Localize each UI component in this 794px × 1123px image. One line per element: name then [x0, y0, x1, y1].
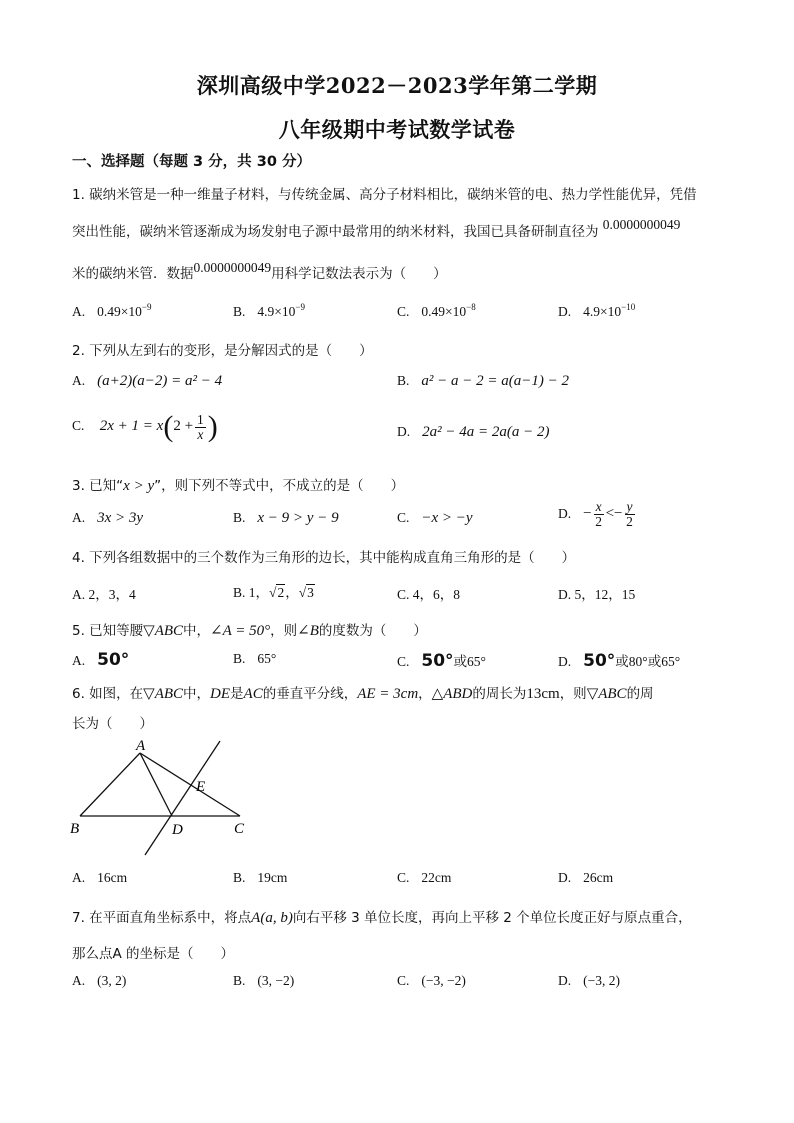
q7-line2: 那么点A 的坐标是（ ）	[72, 946, 235, 962]
paren-open: (	[163, 410, 174, 443]
q6-math: AE = 3cm	[357, 686, 419, 702]
q7-text: 向右平移 3 单位长度，再向上平移 2 个单位长度正好与原点重合，	[292, 910, 692, 926]
q2-option-d[interactable]	[397, 424, 549, 441]
option-label: C.	[397, 654, 410, 669]
q3-option-a[interactable]	[72, 510, 143, 527]
q6-text: 中，	[183, 686, 211, 702]
fraction-numerator: 1	[197, 411, 204, 427]
option-label: C.	[397, 870, 410, 885]
option-label: D.	[397, 424, 411, 439]
q5-text-b: 中，	[183, 623, 211, 639]
q6-option-c[interactable]	[397, 870, 451, 886]
option-value: B. 1，	[233, 585, 270, 600]
q7-line1	[72, 906, 692, 927]
q2-option-a[interactable]	[72, 373, 222, 390]
option-value: (a+2)(a−2) = a² − 4	[97, 373, 223, 389]
q1-line3-text-b: 用科学记数法表示为（ ）	[271, 266, 447, 282]
q6-triangle-figure	[60, 735, 260, 860]
fraction-denominator: 2	[595, 514, 602, 529]
minus-sign: −	[583, 505, 592, 522]
q6-option-b[interactable]	[233, 870, 287, 886]
q4-option-a[interactable]: A. 2，3，4	[72, 587, 136, 602]
fraction-y	[625, 500, 635, 529]
q1-line3-number: 0.0000000049	[193, 260, 272, 275]
option-label: D.	[558, 870, 572, 885]
option-value: 3x > 3y	[97, 510, 144, 526]
q6-math: AC	[243, 686, 263, 702]
label-a: A	[136, 738, 146, 754]
q3-stem-math: x > y	[123, 478, 155, 494]
q3-option-c[interactable]	[397, 510, 473, 527]
sqrt-3: √3	[298, 585, 314, 600]
radicand: 3	[307, 585, 314, 600]
q6-text: ，	[418, 686, 432, 702]
fraction-numerator: y	[626, 499, 633, 514]
option-value: 4.9×10	[257, 304, 296, 319]
option-label: C.	[397, 973, 410, 988]
q2-option-b[interactable]	[397, 373, 569, 390]
q4-option-d[interactable]: D. 5，12，15	[558, 587, 636, 602]
option-exponent: −10	[621, 302, 636, 312]
q1-line3	[72, 262, 447, 282]
q5-text-c: ，则	[270, 623, 298, 639]
q6-option-a[interactable]	[72, 870, 127, 886]
q7-option-d[interactable]	[558, 973, 620, 989]
q6-text: 的垂直平分线，	[262, 686, 358, 702]
q6-line1	[72, 682, 654, 703]
segment-ac	[140, 753, 240, 816]
q4-option-b[interactable]: B. 1，√2，√3	[233, 585, 314, 600]
option-value: 50°	[421, 651, 454, 671]
option-label: A.	[72, 304, 86, 319]
fraction-denominator: 2	[626, 514, 633, 529]
q4-stem: 4. 下列各组数据中的三个数作为三角形的边长，其中能构成直角三角形的是（ ）	[72, 550, 576, 566]
fraction-denominator: x	[197, 426, 204, 442]
q6-text: 的周	[626, 686, 654, 702]
exam-title-line1: 深圳高级中学2022－2023学年第二学期	[196, 73, 598, 98]
option-label: A.	[72, 373, 86, 388]
fraction	[195, 413, 206, 442]
option-exponent: −8	[466, 302, 476, 312]
q6-math: ▽ABC	[586, 686, 627, 702]
option-value: 16cm	[97, 870, 128, 885]
q3-option-b[interactable]	[233, 510, 339, 527]
option-value: a² − a − 2 = a(a−1) − 2	[421, 373, 569, 389]
option-label: D.	[558, 505, 572, 521]
q1-line2-text: 突出性能，碳纳米管逐渐成为场发射电子源中最常用的纳米材料，我国已具备研制直径为	[72, 224, 599, 240]
q6-math: △ABD	[431, 686, 473, 702]
q6-math: ▽ABC	[143, 686, 184, 702]
option-label: B.	[233, 651, 246, 666]
option-value: 50°	[583, 651, 616, 671]
option-value: 26cm	[583, 870, 614, 885]
q5-stem	[72, 619, 427, 640]
q1-line3-text-a: 米的碳纳米管．数据	[72, 266, 194, 282]
option-exponent: −9	[141, 302, 152, 312]
option-label: B.	[397, 373, 410, 388]
q7-option-c[interactable]	[397, 973, 466, 989]
q1-line2-number: 0.0000000049	[602, 217, 681, 232]
option-label: A.	[72, 653, 86, 668]
q7-text: 7. 在平面直角坐标系中，将点	[72, 910, 252, 926]
segment-ab	[80, 753, 140, 816]
q5-triangle: ▽ABC	[143, 623, 184, 639]
q3-stem	[72, 474, 404, 495]
q1-option-c[interactable]	[397, 302, 476, 320]
q5-option-d[interactable]	[558, 650, 680, 671]
q3-option-d[interactable]	[558, 500, 637, 529]
option-label: B.	[233, 304, 246, 319]
fraction-x	[594, 500, 604, 529]
q5-option-a[interactable]	[72, 650, 129, 670]
option-value: (3, 2)	[97, 973, 127, 988]
label-d: D	[172, 822, 183, 838]
q6-line2: 长为（ ）	[72, 716, 153, 732]
option-value-suffix: 或80°或65°	[615, 654, 681, 669]
option-value: 0.49×10	[421, 304, 467, 319]
option-label: A.	[72, 510, 86, 525]
option-value: 2a² − 4a = 2a(a − 2)	[422, 424, 550, 440]
q6-text: ，则	[559, 686, 587, 702]
q2-option-c[interactable]	[72, 410, 218, 444]
label-b: B	[70, 821, 80, 837]
q1-line2	[72, 217, 681, 240]
q6-text: 的周长为	[472, 686, 527, 702]
exam-title-line2: 八年级期中考试数学试卷	[278, 117, 516, 142]
option-value-inner: 2 +	[173, 418, 194, 435]
radicand: 2	[277, 585, 285, 600]
q5-option-c[interactable]	[397, 650, 486, 671]
q3-stem-text-b: ”，则下列不等式中，不成立的是（ ）	[154, 478, 405, 494]
option-label: D.	[558, 654, 572, 669]
q6-option-d[interactable]	[558, 870, 613, 886]
q7-option-a[interactable]	[72, 973, 126, 989]
option-value: 19cm	[257, 870, 288, 885]
option-label: C.	[72, 418, 85, 434]
q1-option-b[interactable]	[233, 302, 305, 320]
option-value-suffix: 或65°	[453, 654, 486, 669]
q5-text-d: 的度数为（ ）	[318, 623, 427, 639]
option-value: x − 9 > y − 9	[257, 510, 339, 526]
q6-math: 13cm	[526, 686, 560, 702]
q6-math: DE	[210, 686, 231, 702]
option-value: 4.9×10	[583, 304, 622, 319]
q4-option-c[interactable]: C. 4，6，8	[397, 587, 461, 602]
less-than-sign: <−	[605, 505, 623, 522]
option-value: −x > −y	[421, 510, 473, 526]
q1-option-a[interactable]	[72, 302, 151, 320]
option-value: 0.49×10	[97, 304, 142, 319]
option-value: (−3, 2)	[583, 973, 620, 988]
option-value: 22cm	[421, 870, 452, 885]
q1-line1: 1. 碳纳米管是一种一维量子材料，与传统金属、高分子材料相比，碳纳米管的电、热力学性能优异，凭借	[72, 187, 697, 203]
q7-option-b[interactable]	[233, 973, 294, 989]
q2-stem: 2. 下列从左到右的变形，是分解因式的是（ ）	[72, 343, 373, 359]
option-label: C.	[397, 510, 410, 525]
option-label: B.	[233, 870, 246, 885]
label-c: C	[234, 821, 245, 837]
option-label: B.	[233, 973, 246, 988]
option-label: A.	[72, 973, 86, 988]
q7-point: A(a, b)	[251, 910, 293, 926]
option-value: 50°	[97, 650, 130, 670]
q5-angle-a: ∠A = 50°	[210, 623, 271, 639]
q5-text-a: 5. 已知等腰	[72, 623, 144, 639]
fraction-numerator: x	[595, 499, 602, 514]
option-label: C.	[397, 304, 410, 319]
option-label: A.	[72, 870, 86, 885]
option-value: (−3, −2)	[421, 973, 466, 988]
paren-close: )	[207, 410, 218, 443]
option-label: D.	[558, 304, 572, 319]
option-exponent: −9	[295, 302, 305, 312]
option-label: D.	[558, 973, 572, 988]
q1-option-d[interactable]	[558, 302, 635, 320]
section-heading: 一、选择题（每题 3 分，共 30 分）	[72, 154, 311, 170]
option-value: 2x + 1 = x	[99, 418, 164, 435]
option-value: 65°	[257, 651, 277, 666]
q5-option-b[interactable]	[233, 651, 276, 667]
label-e: E	[196, 779, 206, 795]
option-label: B.	[233, 510, 246, 525]
option-value: (3, −2)	[257, 973, 295, 988]
q6-text: 是	[230, 686, 244, 702]
q5-angle-b: ∠B	[297, 623, 319, 639]
sqrt-2: √2	[269, 585, 285, 600]
q3-stem-text-a: 3. 已知“	[72, 478, 124, 494]
q6-text: 6. 如图，在	[72, 686, 144, 702]
